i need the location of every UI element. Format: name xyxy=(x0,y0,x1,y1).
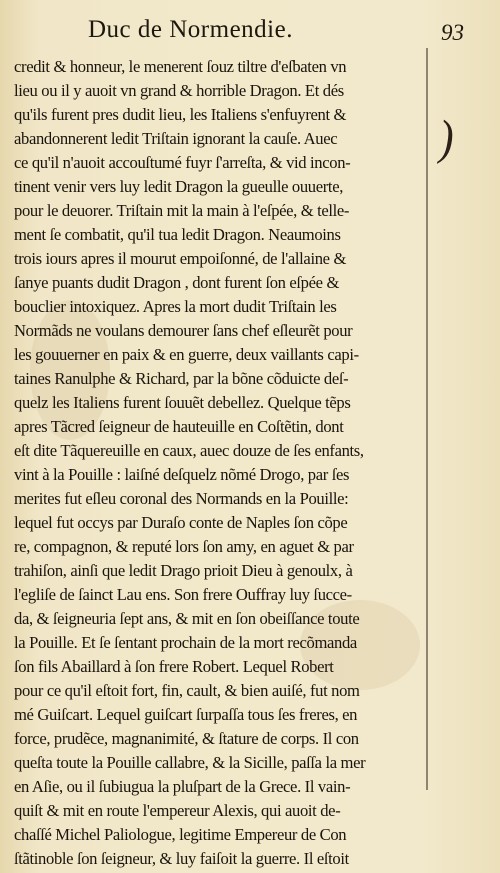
text-line: eſt dite Tãquereuille en caux, auec douze de ſes enfants, xyxy=(14,441,364,460)
margin-rule xyxy=(426,48,428,790)
page-header xyxy=(0,14,500,54)
text-line: force, prudẽce, magnanimité, & ſtature de corps. Il con xyxy=(14,729,359,748)
running-title: Duc de Normendie. xyxy=(88,16,293,43)
text-line: l'egliſe de ſainct Lau ens. Son frere Ouffray luy ſucce- xyxy=(14,585,352,604)
text-line: quiſt & mit en route l'empereur Alexis, qui auoit de- xyxy=(14,801,341,820)
text-line: tinent venir vers luy ledit Dragon la gueulle ouuerte, xyxy=(14,177,344,196)
text-line: pour le deuorer. Triſtain mit la main à l'eſpée, & telle- xyxy=(14,201,350,220)
text-line: ment ſe combatit, qu'il tua ledit Dragon. Neaumoins xyxy=(14,225,341,244)
body-text xyxy=(14,55,426,871)
text-line: trahiſon, ainſi que ledit Drago prioit Dieu à genoulx, à xyxy=(14,561,353,580)
text-line: ſtãtinoble ſon ſeigneur, & luy faiſoit la guerre. Il eſtoit xyxy=(14,849,349,868)
text-line: vint à la Pouille : laiſné deſquelz nõmé Drogo, par ſes xyxy=(14,465,350,484)
text-line: lequel fut occys par Duraſo conte de Naples ſon cõpe xyxy=(14,513,348,532)
text-line: la Pouille. Et ſe ſentant prochain de la mort recõmanda xyxy=(14,633,357,652)
text-line: les gouuerner en paix & en guerre, deux vaillants capi- xyxy=(14,345,359,364)
text-line: quelz les Italiens furent ſouuẽt debellez. Quelque tẽps xyxy=(14,393,351,412)
text-line: credit & honneur, le menerent ſouz tiltre d'eſbaten vn xyxy=(14,57,347,76)
text-line: lieu ou il y auoit vn grand & horrible Dragon. Et dés xyxy=(14,81,344,100)
text-line: Normãds ne voulans demourer ſans chef eſleurẽt pour xyxy=(14,321,353,340)
margin-bracket: ) xyxy=(439,110,454,165)
text-line: pour ce qu'il eſtoit fort, fin, cault, & bien auiſé, fut nom xyxy=(14,681,360,700)
text-line: re, compagnon, & reputé lors ſon amy, en aguet & par xyxy=(14,537,354,556)
text-line: qu'ils furent pres dudit lieu, les Italiens s'enfuyrent & xyxy=(14,105,347,124)
text-line: taines Ranulphe & Richard, par la bõne cõduicte deſ- xyxy=(14,369,349,388)
text-line: trois iours apres il mourut empoiſonné, de l'allaine & xyxy=(14,249,347,268)
text-line: queſta toute la Pouille callabre, & la Sicille, paſſa la mer xyxy=(14,753,366,772)
text-line: merites fut eſleu coronal des Normands en la Pouille: xyxy=(14,489,349,508)
text-line: chaſſé Michel Paliologue, legitime Empereur de Con xyxy=(14,825,347,844)
text-line: ſanye puants dudit Dragon , dont furent ſon eſpée & xyxy=(14,273,340,292)
page-number: 93 xyxy=(441,20,464,45)
text-line: abandonnerent ledit Triſtain ignorant la cauſe. Auec xyxy=(14,129,338,148)
text-line: ce qu'il n'auoit accouſtumé fuyr ſ'arreſta, & vid incon- xyxy=(14,153,351,172)
text-line: en Aſie, ou il ſubiugua la pluſpart de la Grece. Il vain- xyxy=(14,777,351,796)
text-line: bouclier intoxiquez. Apres la mort dudit Triſtain les xyxy=(14,297,337,316)
text-line: ſon fils Abaillard à ſon frere Robert. Lequel Robert xyxy=(14,657,334,676)
text-line: da, & ſeigneuria ſept ans, & mit en ſon obeiſſance toute xyxy=(14,609,360,628)
text-line: mé Guiſcart. Lequel guiſcart ſurpaſſa tous ſes freres, en xyxy=(14,705,358,724)
text-line: apres Tãcred ſeigneur de hauteuille en Coſtẽtin, dont xyxy=(14,417,344,436)
